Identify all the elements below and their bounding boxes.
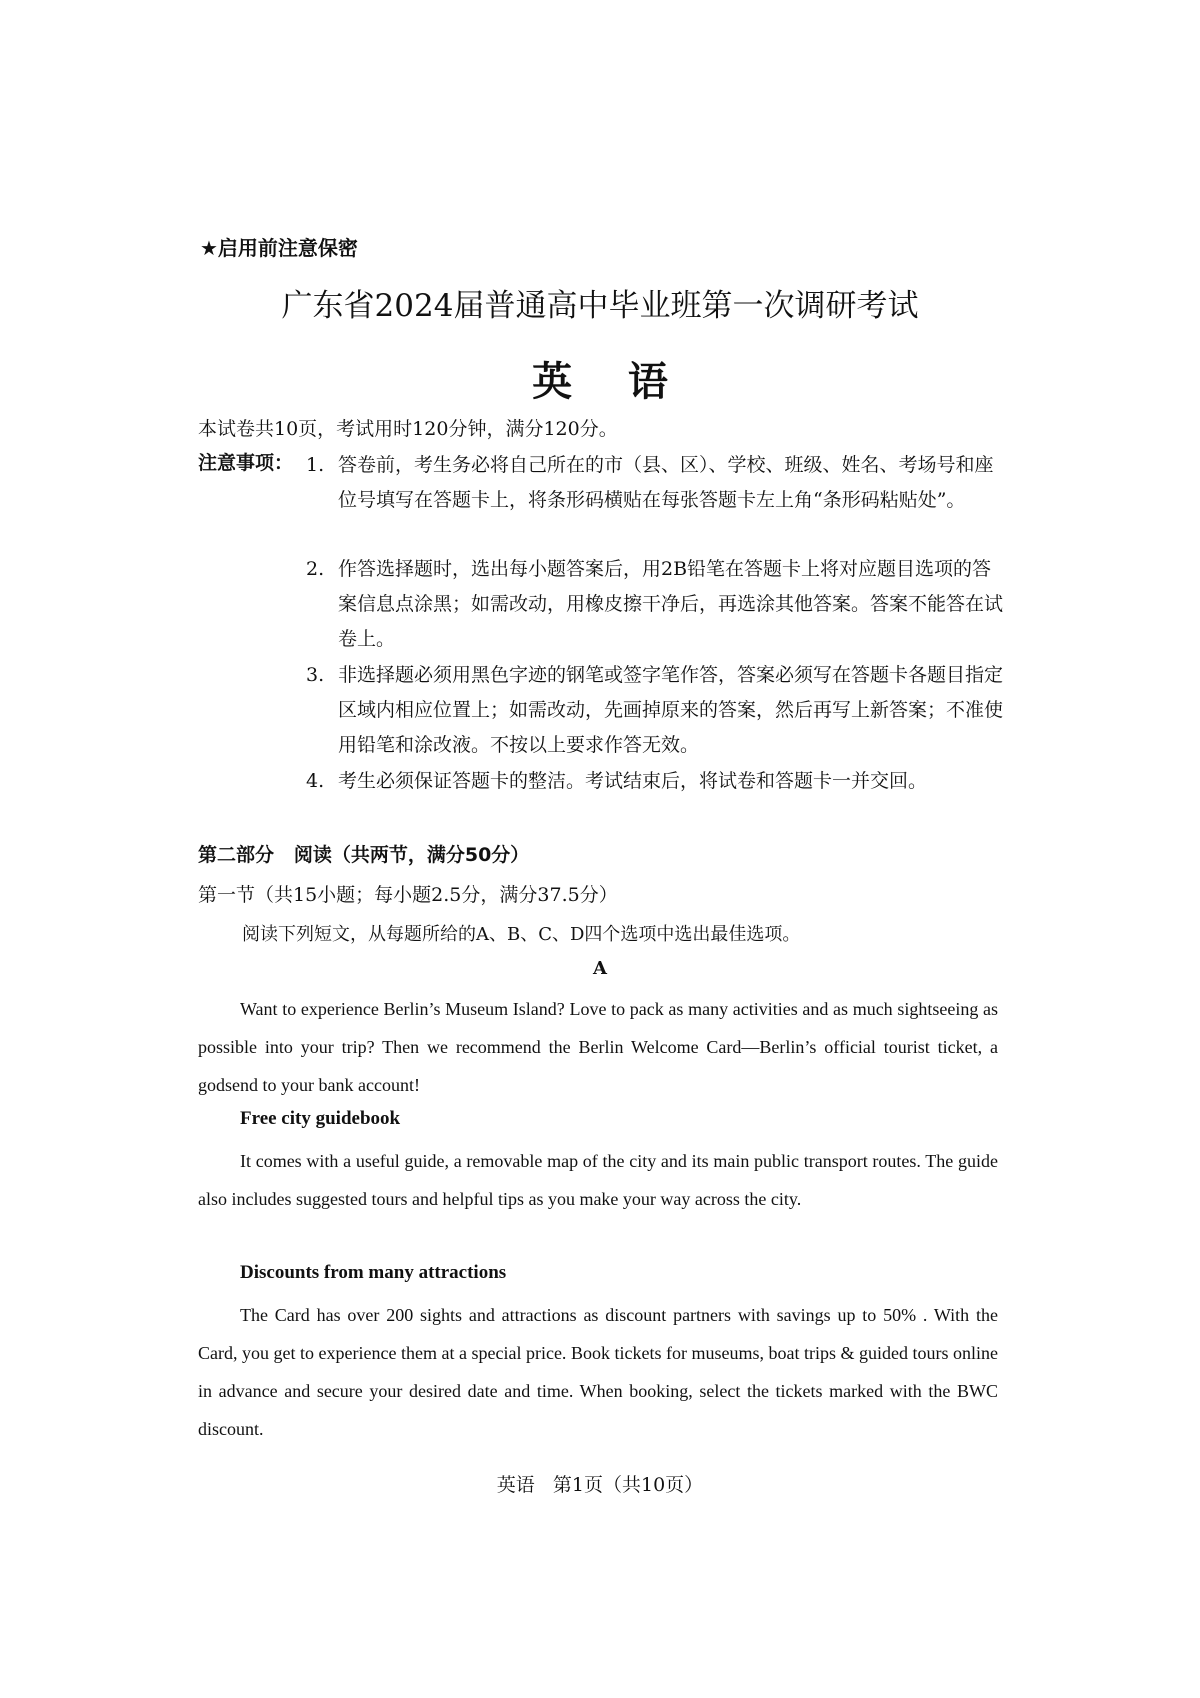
passage-intro: Want to experience Berlin’s Museum Island? Love to pack as many activities and as much sightseeing as possible into your trip? Then we recommend the Berlin Welcome Card—Berlin’s official tourist ticket, a godsend to your bank account! (198, 999, 998, 1095)
notice-text: 作答选择题时，选出每小题答案后，用2B铅笔在答题卡上将对应题目选项的答案信息点涂黑；如需改动，用橡皮擦干净后，再选涂其他答案。答案不能答在试卷上。 (338, 558, 1004, 650)
paragraph-guidebook: It comes with a useful guide, a removable map of the city and its main public transport routes. The guide also includes suggested tours and helpful tips as you make your way across the city. (198, 1151, 998, 1209)
subheading-discounts: Discounts from many attractions (240, 1262, 507, 1283)
notice-item-2 (306, 552, 1006, 657)
notice-number: 1. (306, 454, 325, 476)
notice-number: 3. (306, 664, 325, 686)
notice-item-3 (306, 658, 1006, 763)
notice-number: 4. (306, 770, 325, 792)
exam-title: 广东省2024届普通高中毕业班第一次调研考试 (281, 288, 919, 324)
passage-letter: A (593, 958, 607, 979)
exam-info: 本试卷共10页，考试用时120分钟，满分120分。 (198, 418, 618, 440)
notice-text: 考生必须保证答题卡的整洁。考试结束后，将试卷和答题卡一并交回。 (338, 770, 928, 792)
subject-title: 英 语 (532, 359, 668, 405)
notice-number: 2. (306, 558, 325, 580)
section-title: 第一节（共15小题；每小题2.5分，满分37.5分） (198, 884, 618, 906)
notice-item-4 (306, 764, 1006, 799)
paragraph-discounts: The Card has over 200 sights and attractions as discount partners with savings up to 50% . With the Card, you get to experience them at a special price. Book tickets for museums, boat trips & guided tours online in advance and secure your desired date and time. When booking, select the tickets marked with the BWC discount. (198, 1305, 998, 1439)
notice-label: 注意事项： (198, 452, 294, 474)
notice-item-1 (306, 448, 1006, 518)
subheading-guidebook: Free city guidebook (240, 1108, 401, 1129)
section-instruction: 阅读下列短文，从每题所给的A、B、C、D四个选项中选出最佳选项。 (242, 924, 801, 945)
page-footer: 英语 第1页（共10页） (496, 1474, 704, 1496)
notice-text: 非选择题必须用黑色字迹的钢笔或签字笔作答，答案必须写在答题卡各题目指定区域内相应位置上；如需改动，先画掉原来的答案，然后再写上新答案；不准使用铅笔和涂改液。不按以上要求作答无效。 (338, 664, 1004, 756)
notice-text: 答卷前，考生务必将自己所在的市（县、区）、学校、班级、姓名、考场号和座位号填写在答题卡上，将条形码横贴在每张答题卡左上角“条形码粘贴处”。 (338, 454, 994, 511)
confidential-mark: ★启用前注意保密 (200, 236, 358, 260)
part-title: 第二部分 阅读（共两节，满分50分） (198, 844, 530, 866)
